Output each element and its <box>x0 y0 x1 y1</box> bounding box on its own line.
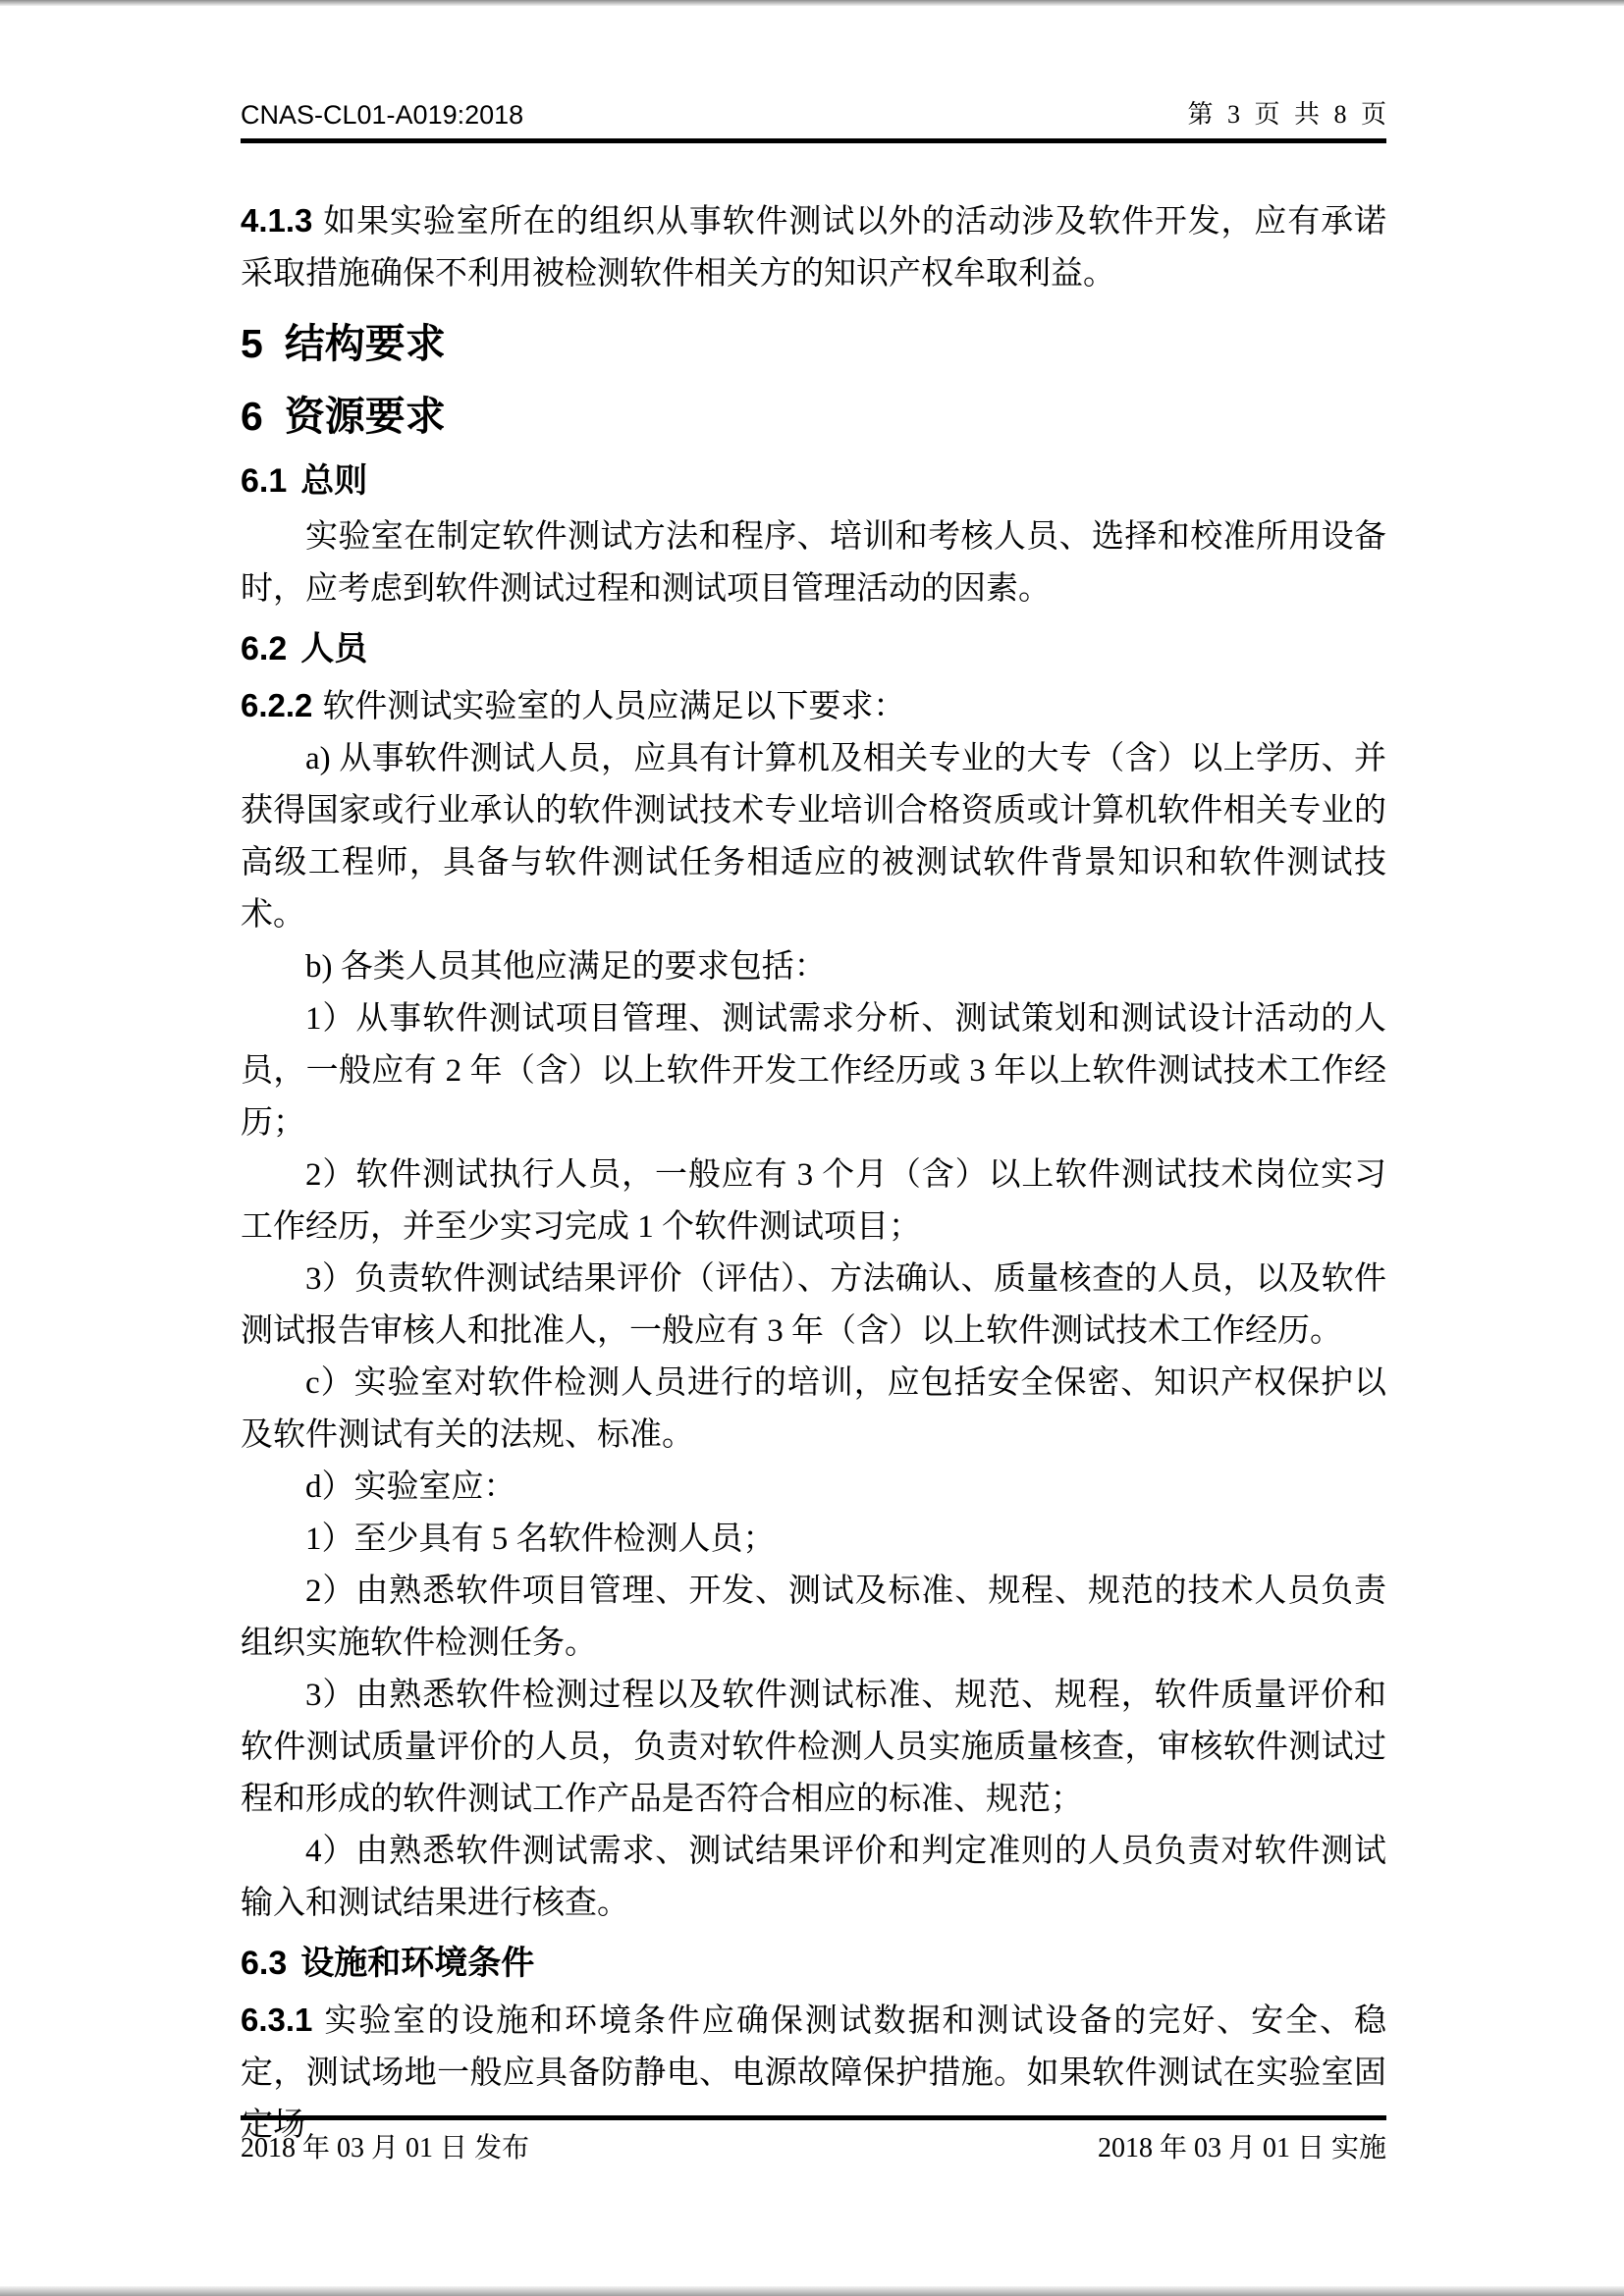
footer-rule <box>241 2115 1386 2165</box>
clause-paragraph: 6.2.2 软件测试实验室的人员应满足以下要求： <box>241 687 906 724</box>
heading-title: 人员 <box>300 630 368 667</box>
scan-edge-bottom <box>0 2286 1624 2296</box>
page-header <box>241 100 1386 143</box>
page-number: 第 3 页 共 8 页 <box>1187 100 1386 129</box>
paragraph: c）实验室对软件检测人员进行的培训，应包括安全保密、知识产权保护以及软件测试有关的法规、标准。 <box>241 1365 1386 1453</box>
section-heading <box>241 314 1386 373</box>
subsection-heading <box>241 1938 1386 1990</box>
document-body <box>241 194 1386 2152</box>
paragraph: 3）负责软件测试结果评价（评估）、方法确认、质量核查的人员，以及软件测试报告审核人和批准人，一般应有 3 年（含）以上软件测试技术工作经历。 <box>241 1261 1386 1349</box>
document-code: CNAS-CL01-A019:2018 <box>241 100 524 130</box>
scan-edge-top <box>0 0 1624 6</box>
heading-title: 结构要求 <box>284 321 446 366</box>
clause-number: 6.2.2 <box>241 687 313 723</box>
heading-title: 总则 <box>300 462 368 500</box>
paragraph: a) 从事软件测试人员，应具有计算机及相关专业的大专（含）以上学历、并获得国家或行业承认的软件测试技术专业培训合格资质或计算机软件相关专业的高级工程师，具备与软件测试任务相适应的被测试软件背景知识和软件测试技术。 <box>241 741 1386 933</box>
paragraph: 2）由熟悉软件项目管理、开发、测试及标准、规程、规范的技术人员负责组织实施软件检测任务。 <box>241 1574 1386 1661</box>
page-footer <box>241 2115 1386 2165</box>
heading-title: 资源要求 <box>284 394 446 439</box>
paragraph: 1）至少具有 5 名软件检测人员； <box>305 1522 776 1557</box>
paragraph: d）实验室应： <box>305 1469 516 1505</box>
subsection-heading <box>241 455 1386 507</box>
header-rule <box>241 100 1386 143</box>
release-date: 2018 年 03 月 01 日 发布 <box>241 2133 530 2163</box>
heading-number: 6.1 <box>241 462 288 500</box>
paragraph: 4）由熟悉软件测试需求、测试结果评价和判定准则的人员负责对软件测试输入和测试结果进行核查。 <box>241 1834 1386 1921</box>
paragraph: 2）软件测试执行人员，一般应有 3 个月（含）以上软件测试技术岗位实习工作经历，并至少实习完成 1 个软件测试项目； <box>241 1157 1386 1245</box>
heading-title: 设施和环境条件 <box>300 1945 535 1982</box>
paragraph: 3）由熟悉软件检测过程以及软件测试标准、规范、规程，软件质量评价和软件测试质量评价的人员，负责对软件检测人员实施质量核查，审核软件测试过程和形成的软件测试工作产品是否符合相应的标准、规范； <box>241 1678 1386 1817</box>
paragraph: 1）从事软件测试项目管理、测试需求分析、测试策划和测试设计活动的人员，一般应有 2 年（含）以上软件开发工作经历或 3 年以上软件测试技术工作经历； <box>241 1001 1386 1141</box>
heading-number: 6.2 <box>241 630 288 667</box>
section-heading <box>241 387 1386 446</box>
clause-number: 6.3.1 <box>241 2002 313 2038</box>
heading-number: 6.3 <box>241 1945 288 1982</box>
clause-number: 4.1.3 <box>241 202 313 239</box>
subsection-heading <box>241 623 1386 675</box>
heading-number: 6 <box>241 394 263 439</box>
clause-paragraph: 4.1.3 如果实验室所在的组织从事软件测试以外的活动涉及软件开发，应有承诺采取措施确保不利用被检测软件相关方的知识产权牟取利益。 <box>241 202 1386 292</box>
paragraph: 实验室在制定软件测试方法和程序、培训和考核人员、选择和校准所用设备时，应考虑到软件测试过程和测试项目管理活动的因素。 <box>241 519 1386 607</box>
clause-paragraph: 6.3.1 实验室的设施和环境条件应确保测试数据和测试设备的完好、安全、稳定，测试场地一般应具备防静电、电源故障保护措施。如果软件测试在实验室固定场 <box>241 2002 1386 2143</box>
paragraph: b) 各类人员其他应满足的要求包括： <box>305 949 827 985</box>
implement-date: 2018 年 03 月 01 日 实施 <box>1097 2133 1386 2163</box>
heading-number: 5 <box>241 321 263 366</box>
